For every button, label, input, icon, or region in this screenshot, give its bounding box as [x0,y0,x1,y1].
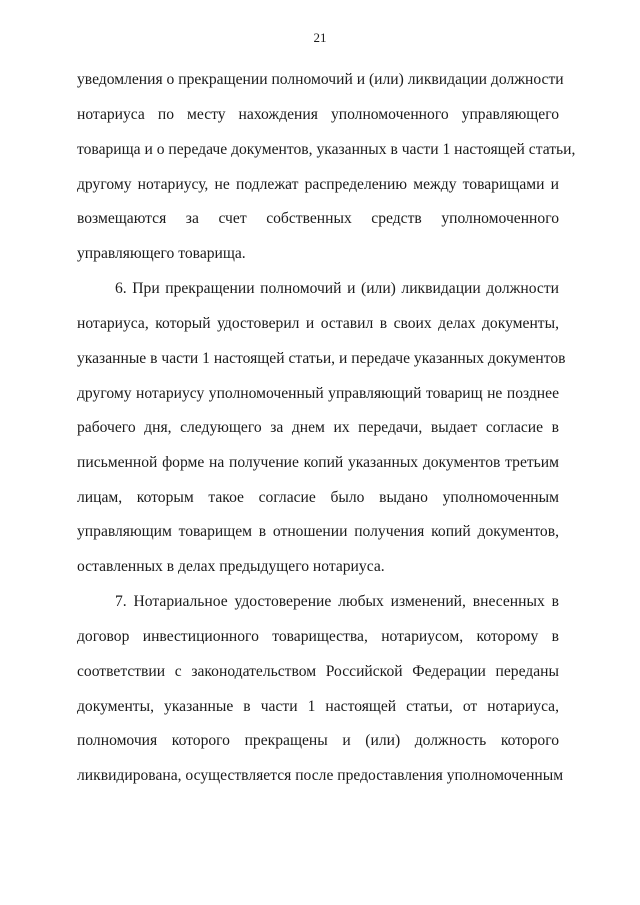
text-line: другому нотариусу, не подлежат распределению между товарищами и [77,176,559,193]
text-line: документы, указанные в части 1 настоящей статьи, от нотариуса, [77,698,559,715]
paragraph-6-first-line: 6. При прекращении полномочий и (или) ликвидации должности [115,280,559,297]
text-line: соответствии с законодательством Российской Федерации переданы [77,663,559,680]
text-line: уведомления о прекращении полномочий и (или) ликвидации должности [77,71,564,88]
text-line: товарища и о передаче документов, указанных в части 1 настоящей статьи, [77,141,576,158]
text-line: полномочия которого прекращены и (или) должность которого [77,732,559,749]
text-line: управляющего товарища. [77,245,246,262]
text-line: лицам, которым такое согласие было выдано уполномоченным [77,489,559,506]
text-line: оставленных в делах предыдущего нотариуса. [77,558,385,575]
text-line: другому нотариусу уполномоченный управляющий товарищ не позднее [77,385,559,402]
text-line: рабочего дня, следующего за днем их передачи, выдает согласие в [77,419,559,436]
text-line: указанные в части 1 настоящей статьи, и передаче указанных документов [77,350,566,367]
page-number: 21 [313,30,327,45]
text-line: управляющим товарищем в отношении получения копий документов, [77,523,559,540]
paragraph-7-first-line: 7. Нотариальное удостоверение любых изменений, внесенных в [115,593,559,610]
text-line: нотариуса по месту нахождения уполномоченного управляющего [77,106,559,123]
text-line: возмещаются за счет собственных средств уполномоченного [77,210,559,227]
text-line: договор инвестиционного товарищества, нотариусом, которому в [77,628,559,645]
text-line: ликвидирована, осуществляется после предоставления уполномоченным [77,767,564,784]
text-line: письменной форме на получение копий указанных документов третьим [77,454,559,471]
text-line: нотариуса, который удостоверил и оставил в своих делах документы, [77,315,559,332]
